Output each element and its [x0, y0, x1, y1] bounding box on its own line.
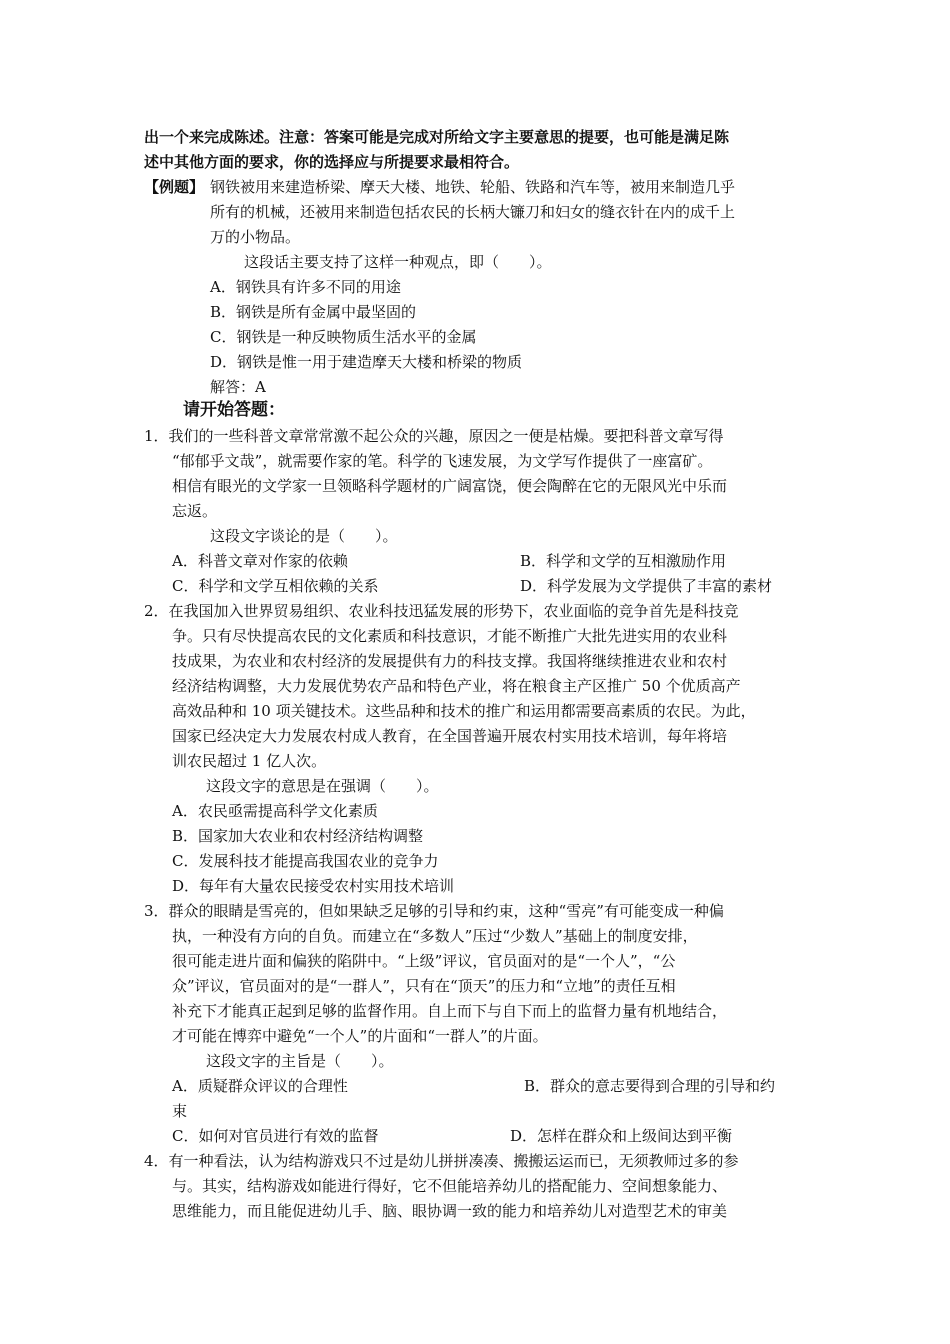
q2-text-line: 争。只有尽快提高农民的文化素质和科技意识，才能不断推广大批先进实用的农业科	[172, 627, 728, 645]
example-text-line: 钢铁被用来建造桥梁、摩天大楼、地铁、轮船、铁路和汽车等，被用来制造几乎	[210, 178, 736, 196]
example-option-a: A．钢铁具有许多不同的用途	[210, 278, 401, 296]
q2-option-a: A．农民亟需提高科学文化素质	[172, 802, 378, 820]
example-tag: 【例题】	[144, 178, 205, 196]
q2-question: 这段文字的意思是在强调（ ）。	[206, 777, 439, 795]
q2-option-c: C．发展科技才能提高我国农业的竞争力	[172, 852, 439, 870]
intro-line: 出一个来完成陈述。注意：答案可能是完成对所给文字主要意思的提要，也可能是满足陈	[144, 128, 730, 146]
q2-text-line: 技成果，为农业和农村经济的发展提供有力的科技支撑。我国将继续推进农业和农村	[172, 652, 728, 670]
intro-line: 述中其他方面的要求，你的选择应与所提要求最相符合。	[144, 153, 520, 171]
q3-text-line: 才可能在博弈中避免“一个人”的片面和“一群人”的片面。	[172, 1027, 548, 1045]
q1-text-line: 1．我们的一些科普文章常常激不起公众的兴趣，原因之一便是枯燥。要把科普文章写得	[144, 427, 724, 445]
q1-question: 这段文字谈论的是（ ）。	[210, 527, 398, 545]
q1-option-c: C．科学和文学互相依赖的关系	[172, 577, 379, 595]
q1-text-line: 相信有眼光的文学家一旦领略科学题材的广阔富饶，便会陶醉在它的无限风光中乐而	[172, 477, 728, 495]
q2-text-line: 高效品种和 10 项关键技术。这些品种和技术的推广和运用都需要高素质的农民。为此，	[172, 702, 756, 720]
example-answer: 解答：A	[210, 378, 266, 396]
q3-option-b: B．群众的意志要得到合理的引导和约	[524, 1077, 776, 1095]
q4-text-line: 4．有一种看法，认为结构游戏只不过是幼儿拼拼凑凑、搬搬运运而已，无须教师过多的参	[144, 1152, 739, 1170]
q3-question: 这段文字的主旨是（ ）。	[206, 1052, 394, 1070]
q3-text-line: 很可能走进片面和偏狭的陷阱中。“上级”评议，官员面对的是“一个人”，“公	[172, 952, 676, 970]
q3-text-line: 执，一种没有方向的自负。而建立在“多数人”压过“少数人”基础上的制度安排，	[172, 927, 698, 945]
q3-text-line: 众”评议，官员面对的是“一群人”，只有在“顶天”的压力和“立地”的责任互相	[172, 977, 676, 995]
q3-option-a: A．质疑群众评议的合理性	[172, 1077, 348, 1095]
q1-text-line: 忘返。	[172, 502, 218, 520]
q4-text-line: 思维能力，而且能促进幼儿手、脑、眼协调一致的能力和培养幼儿对造型艺术的审美	[172, 1202, 728, 1220]
q2-text-line: 2．在我国加入世界贸易组织、农业科技迅猛发展的形势下，农业面临的竞争首先是科技竞	[144, 602, 739, 620]
example-option-d: D．钢铁是惟一用于建造摩天大楼和桥梁的物质	[210, 353, 523, 371]
example-question: 这段话主要支持了这样一种观点，即（ ）。	[244, 253, 552, 271]
example-option-c: C．钢铁是一种反映物质生活水平的金属	[210, 328, 477, 346]
q3-text-line: 3．群众的眼睛是雪亮的，但如果缺乏足够的引导和约束，这种“雪亮”有可能变成一种偏	[144, 902, 724, 920]
q2-text-line: 经济结构调整，大力发展优势农产品和特色产业，将在粮食主产区推广 50 个优质高产	[172, 677, 741, 695]
q2-option-b: B．国家加大农业和农村经济结构调整	[172, 827, 424, 845]
q1-option-d: D．科学发展为文学提供了丰富的素材	[520, 577, 773, 595]
q2-text-line: 国家已经决定大力发展农村成人教育，在全国普遍开展农村实用技术培训，每年将培	[172, 727, 728, 745]
q3-text-line: 补充下才能真正起到足够的监督作用。自上而下与自下而上的监督力量有机地结合，	[172, 1002, 728, 1020]
example-text-line: 所有的机械，还被用来制造包括农民的长柄大镰刀和妇女的缝衣针在内的成千上	[210, 203, 736, 221]
q4-text-line: 与。其实，结构游戏如能进行得好，它不但能培养幼儿的搭配能力、空间想象能力、	[172, 1177, 728, 1195]
q3-option-d: D．怎样在群众和上级间达到平衡	[510, 1127, 733, 1145]
q1-option-b: B．科学和文学的互相激励作用	[520, 552, 727, 570]
q1-option-a: A．科普文章对作家的依赖	[172, 552, 348, 570]
q1-text-line: “郁郁乎文哉”，就需要作家的笔。科学的飞速发展，为文学写作提供了一座富矿。	[172, 452, 713, 470]
q2-option-d: D．每年有大量农民接受农村实用技术培训	[172, 877, 455, 895]
example-option-b: B．钢铁是所有金属中最坚固的	[210, 303, 417, 321]
example-text-line: 万的小物品。	[210, 228, 301, 246]
q3-option-c: C．如何对官员进行有效的监督	[172, 1127, 379, 1145]
q3-option-b-wrap: 束	[172, 1102, 188, 1120]
q2-text-line: 训农民超过 1 亿人次。	[172, 752, 327, 770]
start-heading: 请开始答题：	[183, 400, 285, 420]
